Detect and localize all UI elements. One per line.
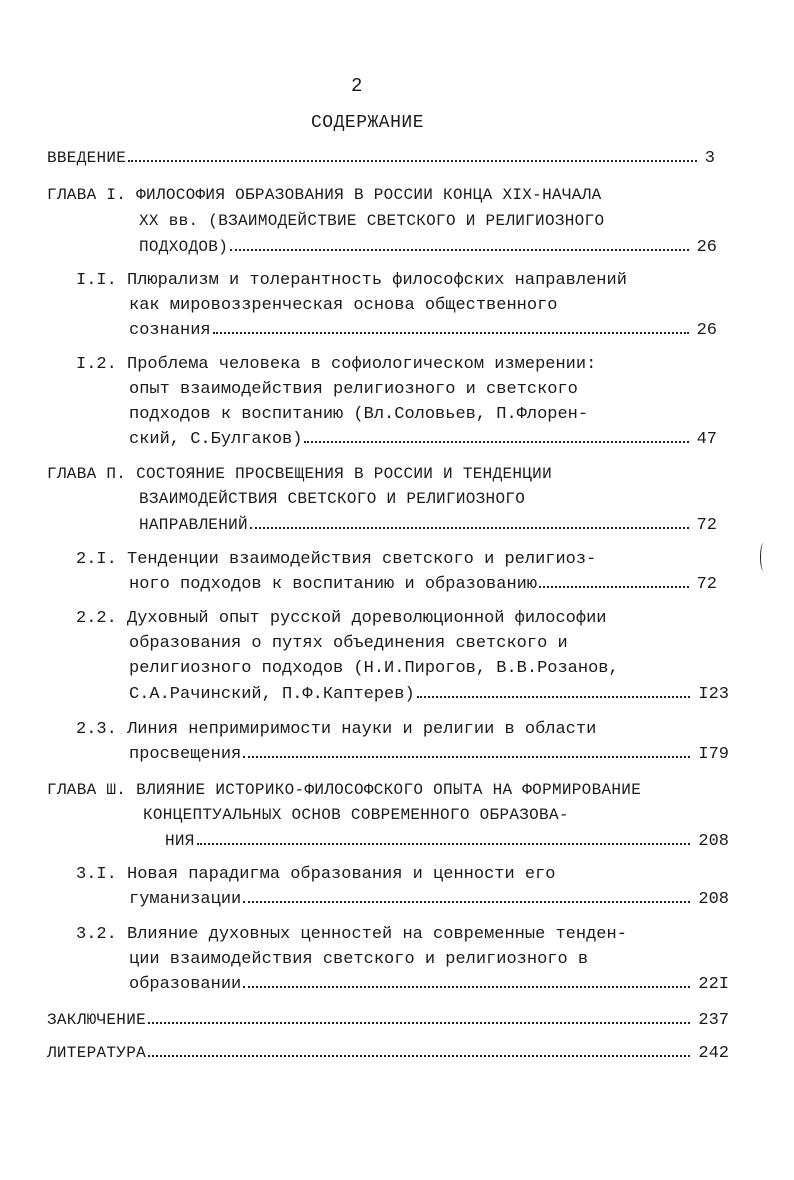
- entry-label: ский, С.Булгаков): [129, 430, 303, 449]
- section-3-1-line: 3.I. Новая парадигма образования и ценности его: [76, 865, 556, 884]
- toc-entry-chapter3: [165, 829, 729, 854]
- toc-entry-section-2-3: [129, 743, 729, 767]
- entry-page: 72: [696, 575, 717, 594]
- section-1-1-line: как мировоззренческая основа общественного: [129, 296, 558, 315]
- chapter3-heading-line: КОНЦЕПТУАЛЬНЫХ ОСНОВ СОВРЕМЕННОГО ОБРАЗОВА-: [143, 806, 569, 824]
- dot-leader: [243, 756, 690, 758]
- entry-label: образовании: [129, 975, 242, 994]
- section-2-2-line: 2.2. Духовный опыт русской дореволюционной философии: [76, 609, 607, 628]
- chapter1-heading-line: ГЛАВА I. ФИЛОСОФИЯ ОБРАЗОВАНИЯ В РОССИИ КОНЦА XIX-НАЧАЛА: [47, 186, 602, 204]
- dot-leader: [148, 1022, 690, 1024]
- toc-entry-section-1-1: [129, 319, 717, 343]
- entry-page: I23: [698, 685, 729, 704]
- dot-leader: [148, 1055, 690, 1057]
- entry-label: ВВЕДЕНИЕ: [47, 149, 127, 167]
- dot-leader: [250, 527, 689, 529]
- entry-page: 47: [696, 430, 717, 449]
- section-1-2-line: подходов к воспитанию (Вл.Соловьев, П.Флорен-: [129, 405, 589, 424]
- toc-entry-section-1-2: [129, 428, 717, 452]
- toc-entry-chapter2: [139, 513, 717, 538]
- toc-entry-section-3-1: [129, 888, 729, 912]
- section-2-2-line: религиозного подходов (Н.И.Пирогов, В.В.Розанов,: [129, 659, 619, 678]
- dot-leader: [417, 696, 691, 698]
- entry-page: 3: [704, 149, 715, 168]
- chapter3-heading-line: ГЛАВА Ш. ВЛИЯНИЕ ИСТОРИКО-ФИЛОСОФСКОГО ОПЫТА НА ФОРМИРОВАНИЕ: [47, 781, 642, 799]
- dot-leader: [243, 901, 690, 903]
- entry-page: 22I: [698, 975, 729, 994]
- entry-label: ного подходов к воспитанию и образованию: [129, 575, 538, 594]
- toc-entry-intro: [47, 146, 715, 171]
- entry-page: 242: [698, 1044, 729, 1063]
- entry-page: 72: [696, 516, 717, 535]
- toc-entry-section-2-2: [129, 683, 729, 707]
- dot-leader: [304, 441, 688, 443]
- section-2-2-line: образования о путях объединения светского и: [129, 634, 568, 653]
- page-number: 2: [351, 75, 363, 97]
- margin-bracket-mark: [760, 543, 767, 571]
- section-3-2-line: ции взаимодействия светского и религиозного в: [129, 950, 589, 969]
- chapter2-heading-line: ГЛАВА П. СОСТОЯНИЕ ПРОСВЕЩЕНИЯ В РОССИИ И ТЕНДЕНЦИИ: [47, 465, 552, 483]
- entry-page: 208: [698, 890, 729, 909]
- toc-entry-section-3-2: [129, 973, 729, 997]
- dot-leader: [243, 986, 690, 988]
- section-3-2-line: 3.2. Влияние духовных ценностей на современные тенден-: [76, 925, 627, 944]
- dot-leader: [539, 586, 689, 588]
- entry-label: С.А.Рачинский, П.Ф.Каптерев): [129, 685, 415, 704]
- entry-label: НАПРАВЛЕНИЙ: [139, 516, 248, 534]
- chapter1-heading-line: ХХ вв. (ВЗАИМОДЕЙСТВИЕ СВЕТСКОГО И РЕЛИГИОЗНОГО: [139, 212, 605, 230]
- entry-label: сознания: [129, 321, 211, 340]
- toc-title: СОДЕРЖАНИЕ: [311, 113, 425, 133]
- entry-label: гуманизации: [129, 890, 242, 909]
- entry-label: просвещения: [129, 745, 242, 764]
- dot-leader: [213, 332, 689, 334]
- entry-page: 208: [698, 832, 729, 851]
- entry-page: I79: [698, 745, 729, 764]
- entry-page: 26: [696, 238, 717, 257]
- entry-label: НИЯ: [165, 832, 195, 850]
- dot-leader: [197, 843, 691, 845]
- toc-entry-literature: [47, 1041, 729, 1066]
- section-1-2-line: I.2. Проблема человека в софиологическом измерении:: [76, 355, 597, 374]
- section-1-2-line: опыт взаимодействия религиозного и светского: [129, 380, 578, 399]
- section-2-1-line: 2.I. Тенденции взаимодействия светского и религиоз-: [76, 550, 597, 569]
- entry-page: 26: [696, 321, 717, 340]
- dot-leader: [128, 160, 697, 162]
- toc-entry-chapter1: [139, 235, 717, 260]
- entry-label: ЗАКЛЮЧЕНИЕ: [47, 1011, 147, 1029]
- chapter2-heading-line: ВЗАИМОДЕЙСТВИЯ СВЕТСКОГО И РЕЛИГИОЗНОГО: [139, 490, 526, 508]
- toc-entry-conclusion: [47, 1008, 729, 1033]
- toc-entry-section-2-1: [129, 573, 717, 597]
- dot-leader: [230, 249, 688, 251]
- entry-page: 237: [698, 1011, 729, 1030]
- entry-label: ПОДХОДОВ): [139, 238, 229, 256]
- section-1-1-line: I.I. Плюрализм и толерантность философских направлений: [76, 271, 627, 290]
- entry-label: ЛИТЕРАТУРА: [47, 1044, 147, 1062]
- section-2-3-line: 2.3. Линия непримиримости науки и религии в области: [76, 720, 597, 739]
